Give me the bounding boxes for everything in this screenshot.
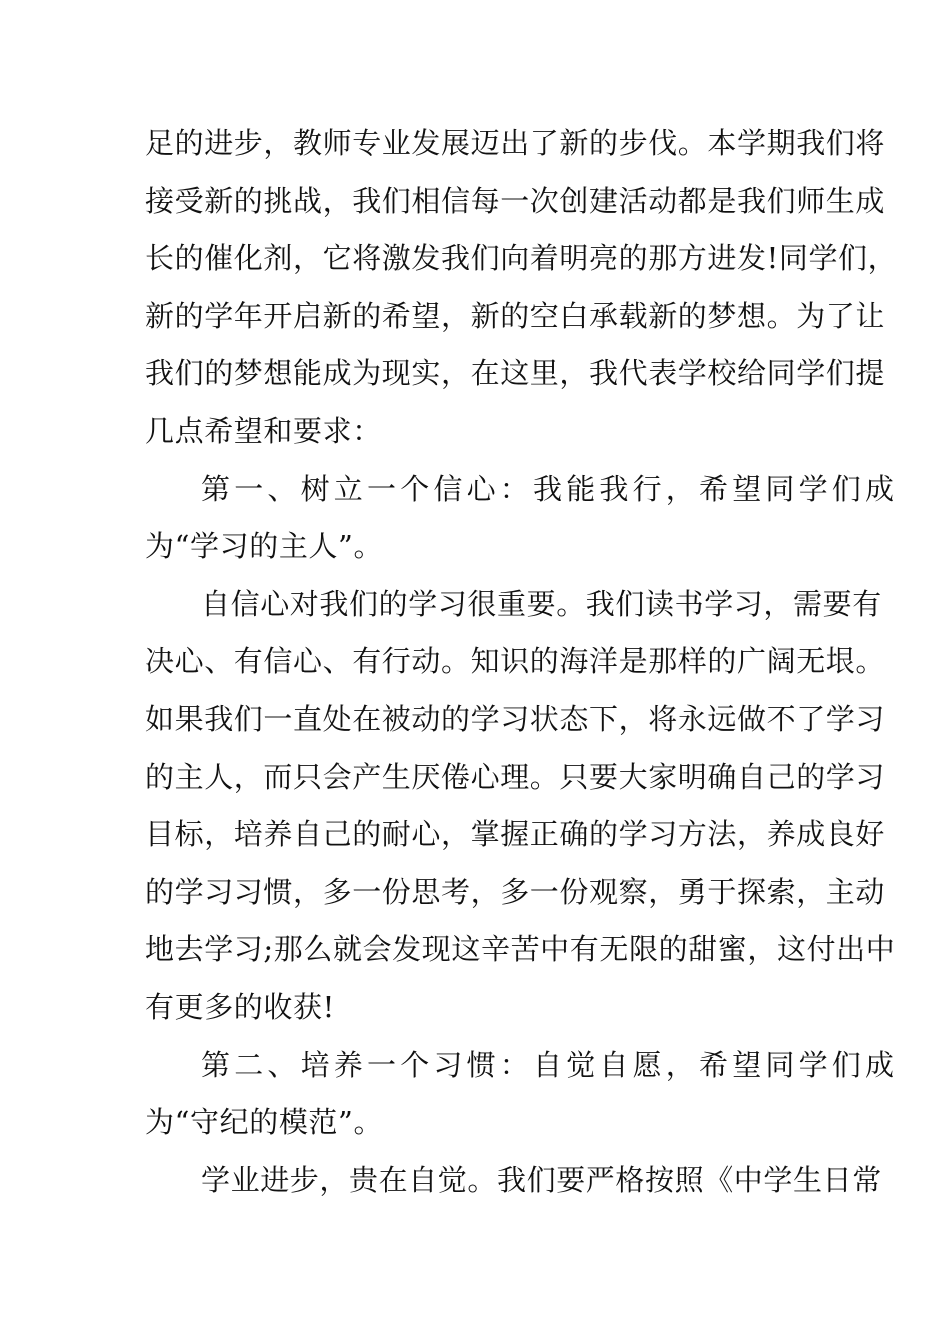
text-line-10: 决心、有信心、有行动。知识的海洋是那样的广阔无垠。 [145,644,886,679]
text-line-14: 的学习习惯，多一份思考，多一份观察，勇于探索，主动 [145,874,886,909]
section-heading-1: 第一、树立一个信心：我能我行，希望同学们成 [201,471,899,506]
text-line-8: 为“学习的主人”。 [145,529,384,564]
text-line-13: 目标，培养自己的耐心，掌握正确的学习方法，养成良好 [145,817,886,852]
document-body [145,115,899,1209]
text-line-4: 新的学年开启新的希望，新的空白承载新的梦想。为了让 [145,298,886,333]
text-line-3: 长的催化剂，它将激发我们向着明亮的那方进发!同学们， [145,241,898,276]
text-line-1: 足的进步，教师专业发展迈出了新的步伐。本学期我们将 [145,126,886,160]
text-line-15: 地去学习;那么就会发现这辛苦中有无限的甜蜜，这付出中 [145,932,896,967]
paragraph-start-1: 自信心对我们的学习很重要。我们读书学习，需要有 [201,586,882,621]
text-line-2: 接受新的挑战，我们相信每一次创建活动都是我们师生成 [145,183,886,218]
text-line-6: 几点希望和要求： [145,413,382,448]
text-line-11: 如果我们一直处在被动的学习状态下，将永远做不了学习 [145,701,886,736]
text-line-12: 的主人，而只会产生厌倦心理。只要大家明确自己的学习 [145,759,886,794]
text-line-16: 有更多的收获! [145,989,335,1024]
paragraph-start-2: 学业进步，贵在自觉。我们要严格按照《中学生日常 [201,1162,882,1197]
text-line-5: 我们的梦想能成为现实，在这里，我代表学校给同学们提 [145,356,886,391]
section-heading-2: 第二、培养一个习惯：自觉自愿，希望同学们成 [201,1047,899,1082]
text-line-18: 为“守纪的模范”。 [145,1105,384,1140]
